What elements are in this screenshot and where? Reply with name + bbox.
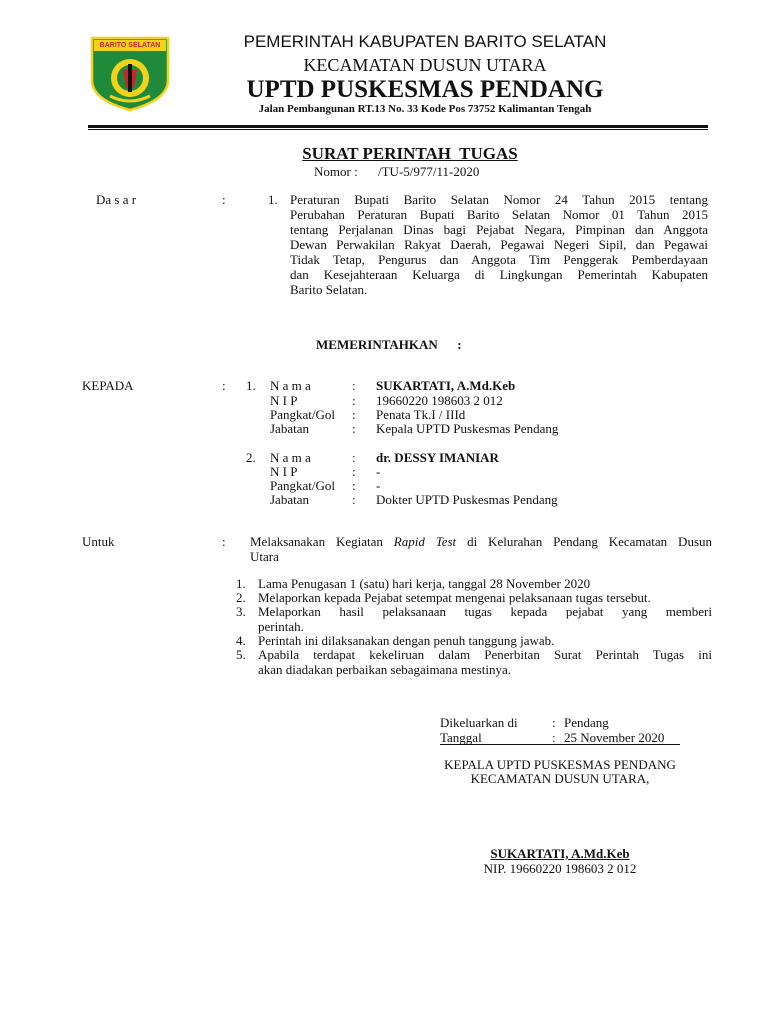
field-colon: : <box>352 478 356 493</box>
task-number: 4. <box>236 633 246 648</box>
dasar-line: Perubahan Peraturan Bupati Barito Selatan Nomor 01 Tahun 2015 <box>290 207 708 222</box>
issued-place-label: Dikeluarkan di <box>440 715 518 730</box>
nomor-label: Nomor : <box>314 164 358 179</box>
signatory-title-1: KEPALA UPTD PUSKESMAS PENDANG <box>444 757 676 772</box>
letterhead-line-1: PEMERINTAH KABUPATEN BARITO SELATAN <box>243 32 607 51</box>
untuk-label: Untuk <box>82 534 115 549</box>
person-name: dr. DESSY IMANIAR <box>376 450 499 465</box>
task-number: 3. <box>236 604 246 619</box>
task-text <box>258 604 712 634</box>
letterhead-line-2: KECAMATAN DUSUN UTARA <box>303 55 547 75</box>
issued-date-label: Tanggal <box>440 730 482 745</box>
letterhead-address: Jalan Pembangunan RT.13 No. 33 Kode Pos 73752 Kalimantan Tengah <box>258 103 592 115</box>
field-label: Pangkat/Gol <box>270 478 335 493</box>
memerintahkan-heading: MEMERINTAHKAN : <box>316 337 462 352</box>
field-label: Jabatan <box>270 421 309 436</box>
person-number: 2. <box>246 450 256 465</box>
task-text: Melaporkan kepada Pejabat setempat mengenai pelaksanaan tugas tersebut. <box>258 590 651 605</box>
dasar-text <box>290 192 708 297</box>
dasar-line: dan Kesejahteraan Keluarga di Lingkungan Pemerintah Kabupaten <box>290 267 708 282</box>
field-value: Kepala UPTD Puskesmas Pendang <box>376 421 559 436</box>
signatory-nip: NIP. 19660220 198603 2 012 <box>483 861 637 876</box>
task-line: perintah. <box>258 619 304 634</box>
field-value: Penata Tk.I / IIId <box>376 407 466 422</box>
task-text <box>258 647 712 677</box>
signatory-name: SUKARTATI, A.Md.Keb <box>490 846 630 861</box>
field-value: - <box>376 478 381 493</box>
untuk-text-pre: Melaksanakan Kegiatan <box>250 534 394 549</box>
field-colon: : <box>352 378 356 393</box>
field-colon: : <box>352 393 356 408</box>
dasar-line: tentang Perjalanan Dinas bagi Pejabat Negara, Pimpinan dan Anggota <box>290 222 708 237</box>
task-line: Apabila terdapat kekeliruan dalam Penerbitan Surat Perintah Tugas ini <box>258 647 712 662</box>
signatory-title-2: KECAMATAN DUSUN UTARA, <box>470 771 650 786</box>
field-colon: : <box>352 407 356 422</box>
task-line: Melaporkan hasil pelaksanaan tugas kepada pejabat yang memberi <box>258 604 712 619</box>
field-value: - <box>376 464 381 479</box>
task-line: akan diadakan perbaikan sebagaimana mestinya. <box>258 662 512 677</box>
field-label: N I P <box>270 464 298 479</box>
kepada-colon: : <box>222 378 226 393</box>
field-label: N a m a <box>270 450 311 465</box>
kepada-label: KEPADA <box>82 378 134 393</box>
letterhead-rule-thick <box>88 125 708 128</box>
untuk-text-italic: Rapid Test <box>393 534 457 549</box>
issued-date-colon: : <box>552 730 556 745</box>
field-label: N I P <box>270 393 298 408</box>
field-label: Jabatan <box>270 492 309 507</box>
task-number: 2. <box>236 590 246 605</box>
task-number: 1. <box>236 576 246 591</box>
field-colon: : <box>352 421 356 436</box>
regency-logo <box>90 36 170 112</box>
field-label: Pangkat/Gol <box>270 407 335 422</box>
dasar-line: Peraturan Bupati Barito Selatan Nomor 24 Tahun 2015 tentang <box>290 192 708 207</box>
task-number: 5. <box>236 647 246 662</box>
letterhead-line-3: UPTD PUSKESMAS PENDANG <box>246 76 604 103</box>
logo-text: BARITO SELATAN <box>99 42 161 49</box>
field-colon: : <box>352 464 356 479</box>
dasar-label: Da s a r <box>96 192 137 207</box>
field-value: Dokter UPTD Puskesmas Pendang <box>376 492 558 507</box>
dasar-number: 1. <box>268 192 278 207</box>
field-colon: : <box>352 492 356 507</box>
untuk-text <box>250 534 712 564</box>
untuk-colon: : <box>222 534 226 549</box>
issued-place-colon: : <box>552 715 556 730</box>
untuk-text-post: di Kelurahan Pendang Kecamatan Dusun <box>456 534 713 549</box>
dasar-line: Barito Selatan. <box>290 282 368 297</box>
dasar-line: Dewan Perwakilan Rakyat Daerah, Pegawai Negeri Sipil, dan Pegawai <box>290 237 708 252</box>
issued-place-value: Pendang <box>564 715 609 730</box>
document-title: SURAT PERINTAH TUGAS <box>302 144 518 163</box>
issued-date-value: 25 November 2020 <box>564 730 665 745</box>
person-name: SUKARTATI, A.Md.Keb <box>376 378 516 393</box>
dasar-colon: : <box>222 192 226 207</box>
field-value: 19660220 198603 2 012 <box>376 393 503 408</box>
field-colon: : <box>352 450 356 465</box>
letterhead-rule-thin <box>88 129 708 130</box>
task-text: Lama Penugasan 1 (satu) hari kerja, tanggal 28 November 2020 <box>258 576 591 591</box>
task-text: Perintah ini dilaksanakan dengan penuh tanggung jawab. <box>258 633 555 648</box>
person-number: 1. <box>246 378 256 393</box>
field-label: N a m a <box>270 378 311 393</box>
untuk-text-line2: Utara <box>250 549 279 564</box>
dasar-line: Tidak Tetap, Pengurus dan Anggota Tim Penggerak Pemberdayaan <box>290 252 708 267</box>
nomor-value: /TU-5/977/11-2020 <box>378 164 480 179</box>
